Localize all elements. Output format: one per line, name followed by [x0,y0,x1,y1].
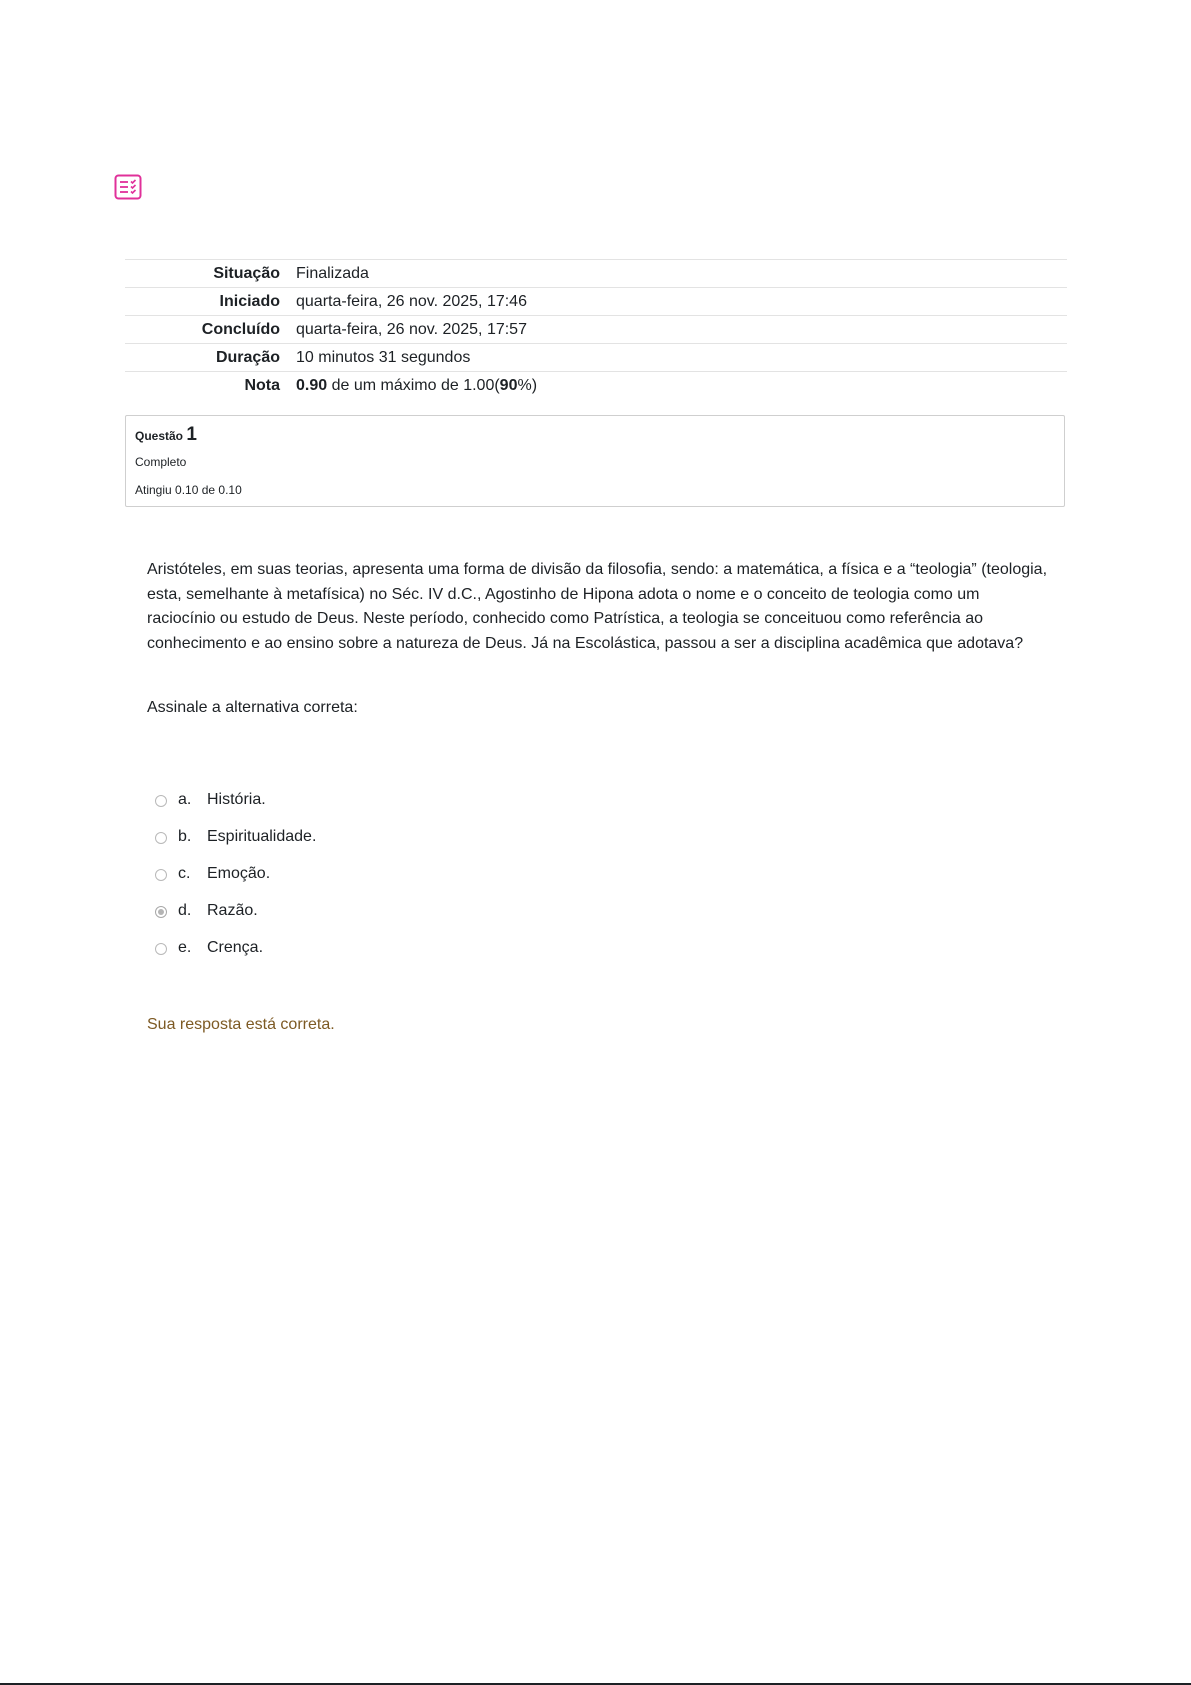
answer-text: Espiritualidade. [207,827,317,845]
answer-text: Emoção. [207,864,271,882]
answer-letter: e. [178,938,192,956]
answer-option-e[interactable] [155,929,316,966]
answer-option-a[interactable] [155,781,316,818]
question-prompt: Assinale a alternativa correta: [147,699,358,716]
feedback-message: Sua resposta está correta. [147,1016,335,1033]
summary-row-started [125,288,1067,316]
question-number [135,424,1055,446]
question-state: Completo [135,455,187,469]
summary-label: Duração [215,348,280,366]
summary-value: quarta-feira, 26 nov. 2025, 17:46 [296,292,527,310]
answer-list [155,781,316,966]
summary-value: Finalizada [296,264,369,282]
summary-value: 10 minutos 31 segundos [296,348,471,366]
radio-button[interactable] [155,943,167,955]
question-info-box [125,415,1065,507]
summary-row-grade [125,372,1067,400]
grade-middle: de um máximo de 1.00( [327,376,500,394]
answer-text: História. [207,790,266,808]
answer-option-d[interactable] [155,892,316,929]
question-label: Questão [135,429,184,443]
question-number-value: 1 [186,424,197,445]
answer-text: Crença. [207,938,264,956]
attempt-summary-table [125,259,1067,399]
grade-percent: 90 [499,376,518,394]
summary-label: Concluído [201,320,280,338]
summary-label: Situação [213,264,280,282]
summary-label: Nota [244,376,280,394]
summary-value: quarta-feira, 26 nov. 2025, 17:57 [296,320,527,338]
question-text: Aristóteles, em suas teorias, apresenta uma forma de divisão da filosofia, sendo: a matemática, a física e a “teologia” (teologia, esta, semelhante à metafísica) no Séc. IV d.C., Agostinho de Hipona adota o nome e o conceito de teologia como um raciocínio ou estudo de Deus. Neste período, conhecido como Patrística, a teologia se conceituou como referência ao conhecimento e ao ensino sobre a natureza de Deus. Já na Escolástica, passou a ser a disciplina acadêmica que adotava? [147,561,1048,652]
grade-score: 0.90 [296,376,328,394]
grade-value [296,372,1067,400]
radio-button[interactable] [155,832,167,844]
answer-letter: a. [178,790,192,808]
summary-label: Iniciado [219,292,280,310]
grade-suffix: %) [517,376,538,394]
answer-option-b[interactable] [155,818,316,855]
radio-button[interactable] [155,795,167,807]
answer-letter: d. [178,901,192,919]
question-mark: Atingiu 0.10 de 0.10 [135,483,242,497]
answer-option-c[interactable] [155,855,316,892]
radio-button-selected[interactable] [155,906,167,918]
summary-row-state [125,260,1067,288]
answer-text: Razão. [207,901,258,919]
answer-letter: c. [178,864,191,882]
radio-button[interactable] [155,869,167,881]
summary-row-duration [125,344,1067,372]
answer-letter: b. [178,827,192,845]
quiz-icon [114,174,142,202]
summary-row-completed [125,316,1067,344]
